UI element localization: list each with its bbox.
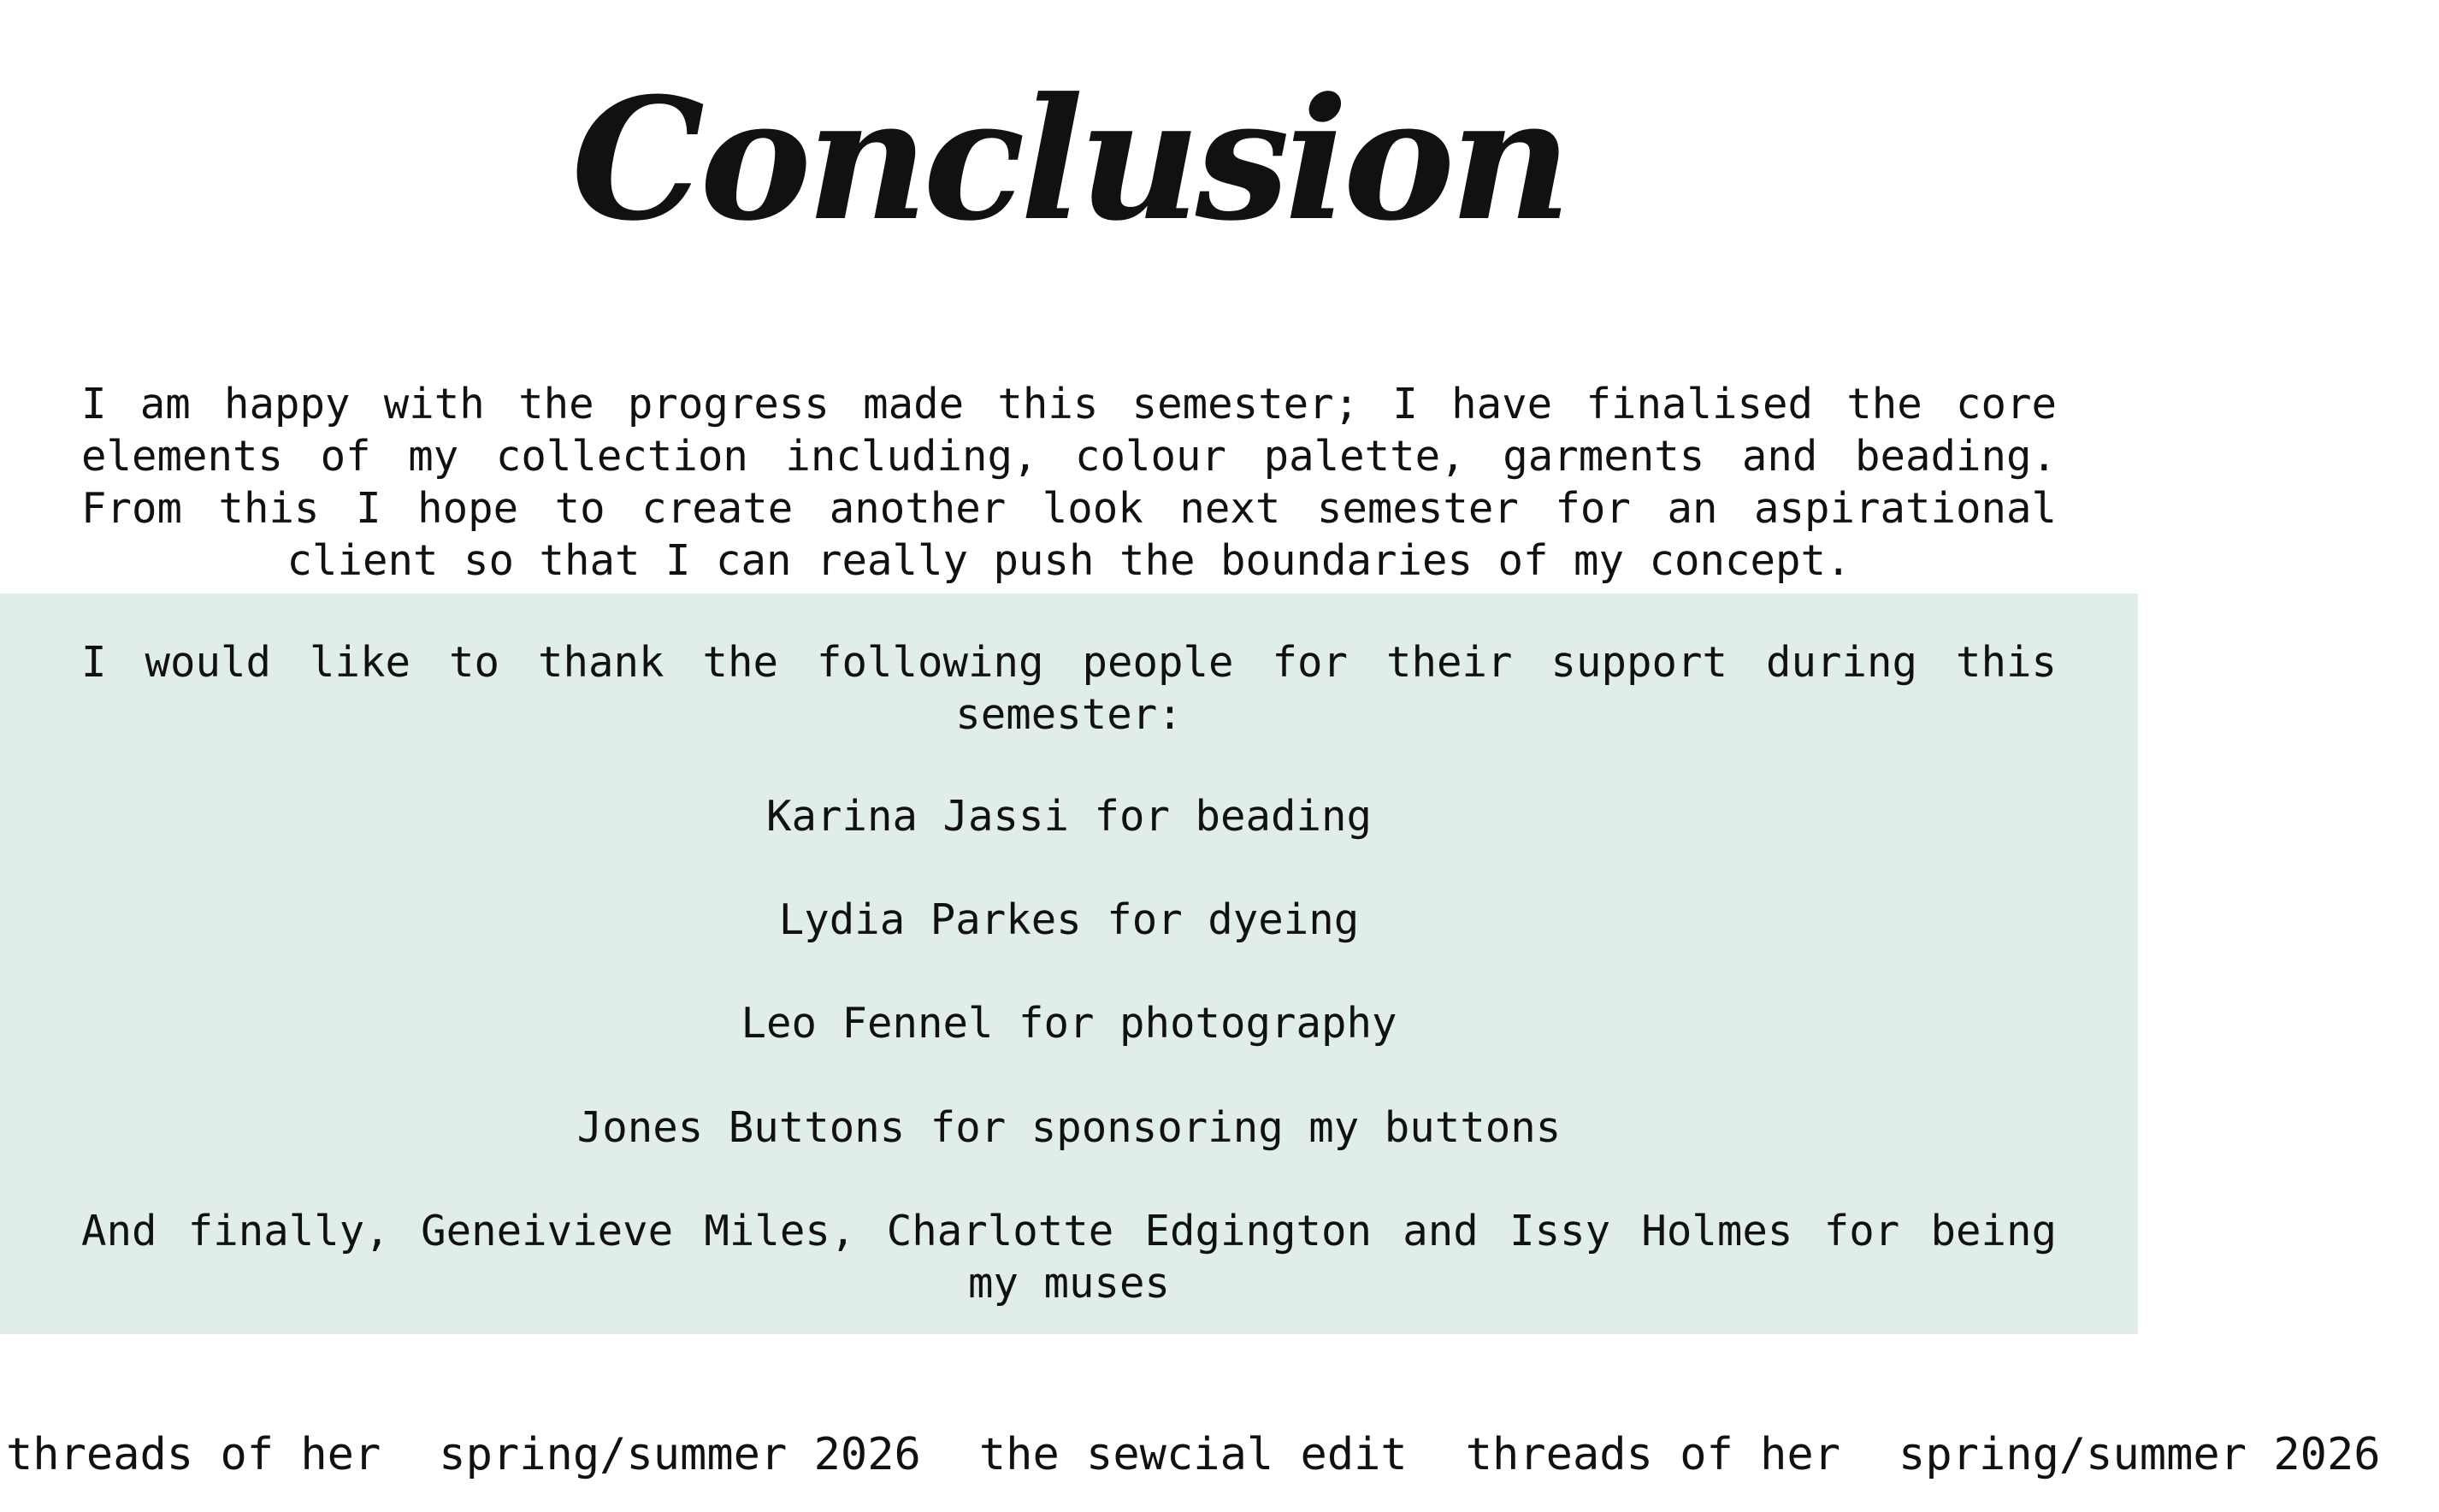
footer-item: threads of her [6, 1429, 381, 1480]
acknowledgement-item: Karina Jassi for beading [765, 792, 1372, 841]
footer-item: the sewcial edit [978, 1429, 1408, 1480]
footer-track [6, 1425, 2439, 1485]
footer-item: spring/summer 2026 [439, 1429, 921, 1480]
acknowledgements-panel [0, 594, 2138, 1334]
handwritten-title [571, 60, 1567, 265]
footer-ticker [0, 1425, 2381, 1485]
acknowledgement-item: Lydia Parkes for dyeing [778, 895, 1360, 944]
footer-item: spring/summer 2026 [1899, 1429, 2381, 1480]
acknowledgements-heading: I would like to thank the following people for their support during this semester: [81, 638, 2057, 739]
title-text: Conclusion [571, 62, 1567, 258]
acknowledgement-item: Leo Fennel for photography [741, 999, 1397, 1048]
page-title [0, 60, 2138, 265]
acknowledgement-item: Jones Buttons for sponsoring my buttons [576, 1103, 1562, 1152]
footer-item: threads of her [1465, 1429, 1841, 1480]
acknowledgement-item-muses: And finally, Geneivieve Miles, Charlotte Edgington and Issy Holmes for being my muses [81, 1207, 2057, 1308]
intro-paragraph: I am happy with the progress made this semester; I have finalised the core elements of my collection including, colour palette, garments and beading. From this I hope to create another look next semester for an aspirational client so that I can really push the boundaries of my concept. [81, 380, 2057, 585]
